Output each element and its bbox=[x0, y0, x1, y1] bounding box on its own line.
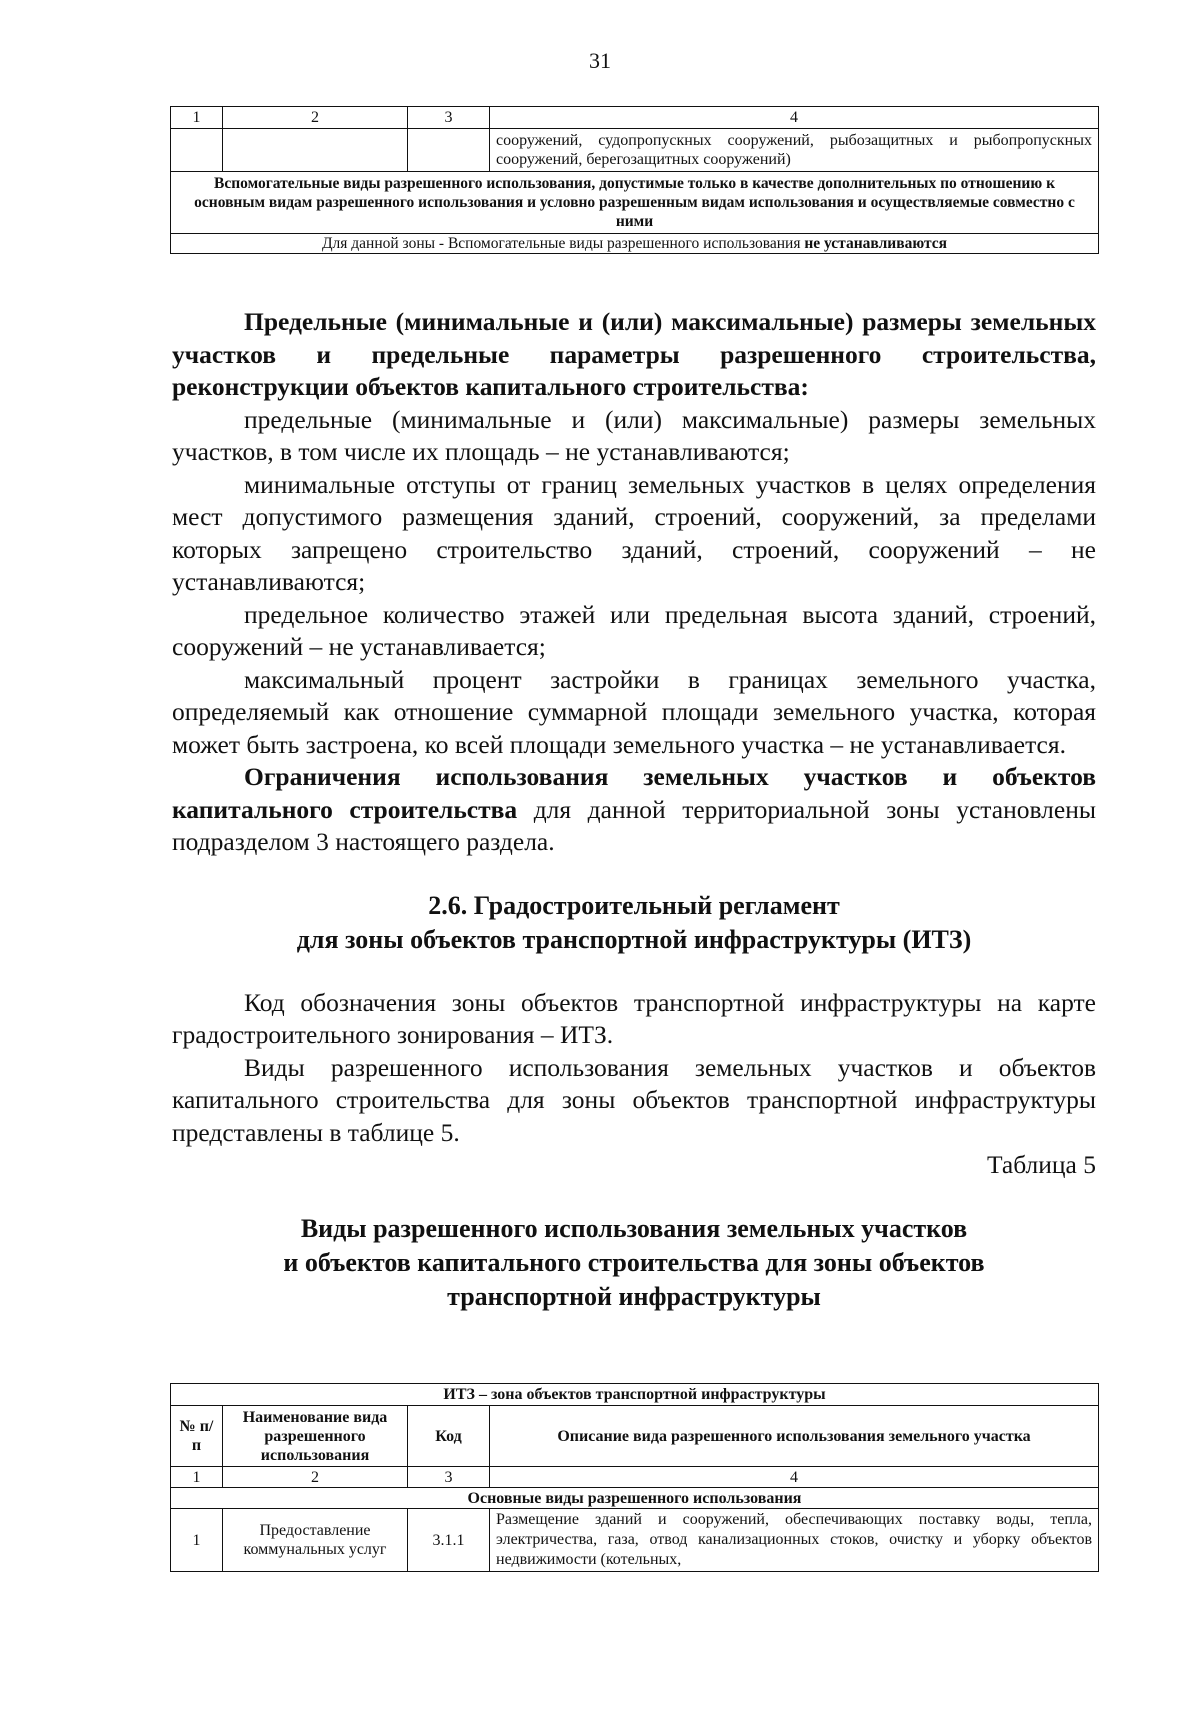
table-row bbox=[171, 1509, 1099, 1572]
table-header-row bbox=[171, 107, 1099, 129]
aux-section-title: Вспомогательные виды разрешенного использования, допустимые только в качестве дополнительных по отношению к основным видам разрешенного использования и условно разрешенным видам использования и осуществляемые совместно с ними bbox=[171, 172, 1099, 234]
table-label: Таблица 5 bbox=[986, 1150, 1096, 1179]
table-title-line-2: и объектов капитального строительства для зоны объектов bbox=[283, 1247, 985, 1277]
paragraph-zone-code: Код обозначения зоны объектов транспортной инфраструктуры на карте градостроительного зонирования – ИТЗ. bbox=[172, 987, 1096, 1049]
header-description: Описание вида разрешенного использования земельного участка bbox=[490, 1406, 1099, 1467]
row-description: Размещение зданий и сооружений, обеспечивающих поставку воды, тепла, электричества, газа, отвод канализационных стоков, очистку и уборку объектов недвижимости (котельных, bbox=[490, 1509, 1099, 1572]
continuation-table bbox=[170, 106, 1099, 254]
zone-title: ИТЗ – зона объектов транспортной инфраструктуры bbox=[171, 1384, 1099, 1406]
paragraph-types: Виды разрешенного использования земельных участков и объектов капитального строительства для зоны объектов транспортной инфраструктуры представлены в таблице 5. bbox=[172, 1052, 1096, 1147]
page-number: 31 bbox=[589, 48, 611, 73]
row-code: 3.1.1 bbox=[408, 1509, 490, 1572]
aux-section-row bbox=[171, 172, 1099, 234]
column-number-4: 4 bbox=[490, 1467, 1099, 1488]
main-section-title: Основные виды разрешенного использования bbox=[171, 1488, 1099, 1509]
column-header-row bbox=[171, 1406, 1099, 1467]
paragraph-floors: предельное количество этажей или предельная высота зданий, строений, сооружений – не устанавливается; bbox=[172, 599, 1096, 661]
continued-description: сооружений, судопропускных сооружений, рыбозащитных и рыбопропускных сооружений, берегозащитных сооружений) bbox=[490, 129, 1099, 172]
paragraph-restrictions bbox=[172, 761, 1096, 859]
header-num: № п/п bbox=[171, 1406, 223, 1467]
restrictions-rest: для данной территориальной зоны установлены подразделом 3 настоящего раздела. bbox=[172, 794, 1096, 856]
column-number-4: 4 bbox=[490, 107, 1099, 129]
row-name: Предоставление коммунальных услуг bbox=[223, 1509, 408, 1572]
document-body bbox=[172, 306, 1096, 1314]
paragraph-plot-sizes: предельные (минимальные и (или) максимальные) размеры земельных участков, в том числе их площадь – не устанавливаются; bbox=[172, 404, 1096, 466]
section-title-line-1: 2.6. Градостроительный регламент bbox=[428, 890, 840, 920]
column-number-3: 3 bbox=[408, 1467, 490, 1488]
zone-table bbox=[170, 1383, 1099, 1572]
aux-note-row bbox=[171, 234, 1099, 254]
column-number-2: 2 bbox=[223, 1467, 408, 1488]
column-number-1: 1 bbox=[171, 1467, 223, 1488]
restrictions-bold: Ограничения использования земельных участков и объектов капитального строительства bbox=[172, 762, 1096, 824]
table-title-line-1: Виды разрешенного использования земельных участков bbox=[300, 1213, 968, 1243]
column-number-3: 3 bbox=[408, 107, 490, 129]
row-number: 1 bbox=[171, 1509, 223, 1572]
header-name: Наименование вида разрешенного использования bbox=[223, 1406, 408, 1467]
header-code: Код bbox=[408, 1406, 490, 1467]
aux-note bbox=[171, 234, 1099, 254]
section-title-line-2: для зоны объектов транспортной инфраструктуры (ИТЗ) bbox=[296, 924, 972, 954]
table-title-line-3: транспортной инфраструктуры bbox=[447, 1281, 821, 1311]
column-numbers-row bbox=[171, 1467, 1099, 1488]
table-row bbox=[171, 129, 1099, 172]
limits-heading: Предельные (минимальные и (или) максимальные) размеры земельных участков и предельные параметры разрешенного строительства, реконструкции объектов капитального строительства: bbox=[172, 307, 1096, 401]
paragraph-build-percent: максимальный процент застройки в границах земельного участка, определяемый как отношение суммарной площади земельного участка, которая может быть застроена, ко всей площади земельного участка – не устанавливается. bbox=[172, 664, 1096, 759]
paragraph-setbacks: минимальные отступы от границ земельных участков в целях определения мест допустимого размещения зданий, строений, сооружений, за пределами которых запрещено строительство зданий, строений, сооружений – не устанавливаются; bbox=[172, 469, 1096, 596]
aux-note-prefix: Для данной зоны - Вспомогательные виды разрешенного использования bbox=[321, 235, 805, 252]
zone-title-row bbox=[171, 1384, 1099, 1406]
column-number-1: 1 bbox=[171, 107, 223, 129]
column-number-2: 2 bbox=[223, 107, 408, 129]
main-section-row bbox=[171, 1488, 1099, 1509]
aux-note-bold: не устанавливаются bbox=[804, 235, 948, 252]
